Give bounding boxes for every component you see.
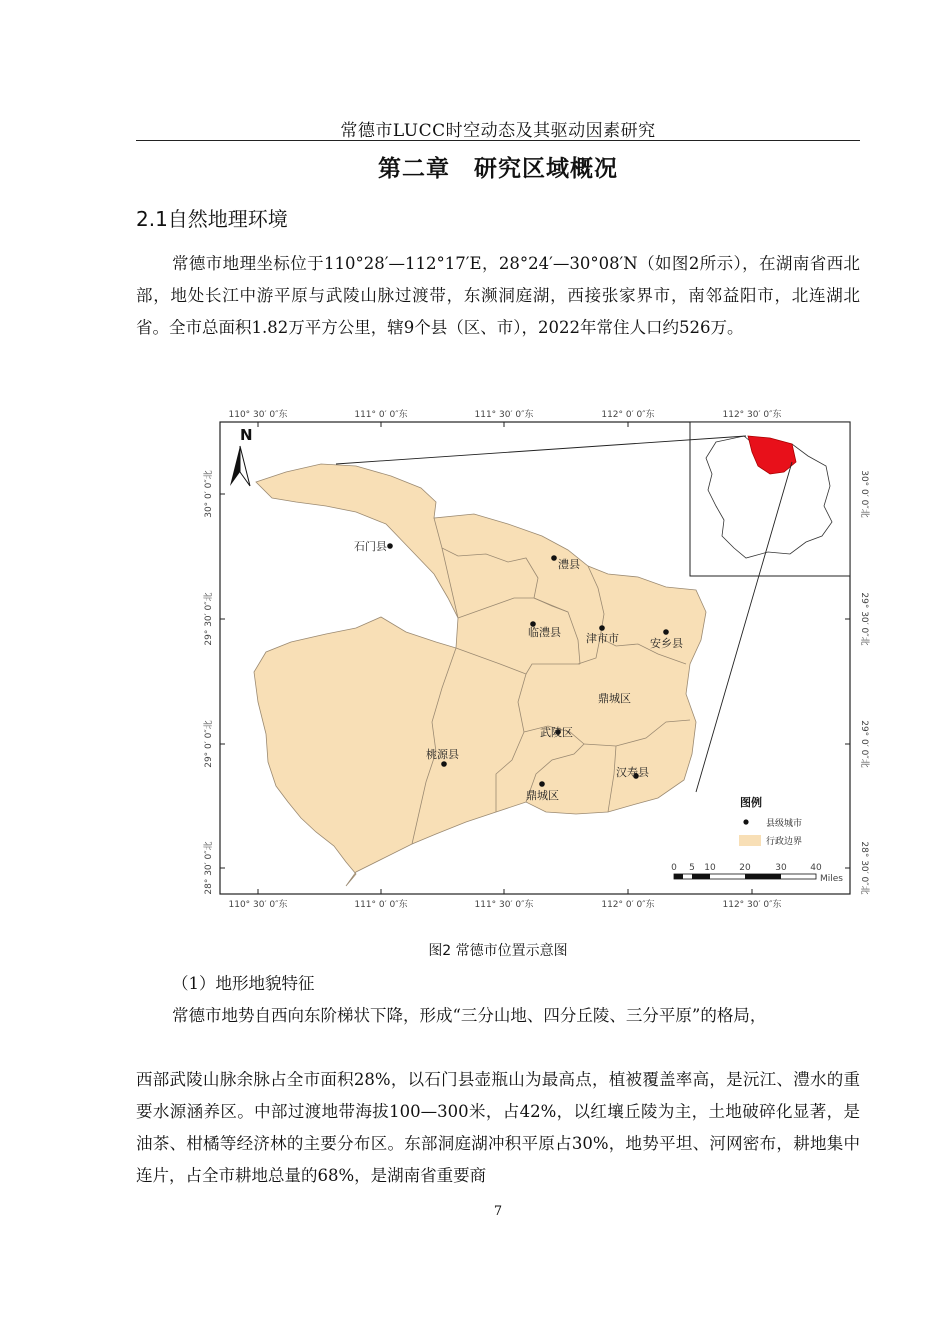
legend-point-label: 县级城市 — [766, 819, 803, 829]
lat-tick-left: 30° 0′ 0″北 — [204, 470, 214, 518]
subheading: （1）地形地貌特征 — [172, 974, 315, 993]
lat-tick-right: 29° 30′ 0″北 — [859, 592, 869, 646]
scale-label: 10 — [704, 863, 716, 873]
scale-label: 30 — [775, 863, 787, 873]
lon-tick-top: 111° 0′ 0″东 — [354, 410, 408, 420]
lat-tick-right: 28° 30′ 0″北 — [859, 841, 869, 895]
lat-tick-right: 30° 0′ 0″北 — [859, 470, 869, 518]
scale-label: 40 — [810, 863, 822, 873]
figure-caption: 图2 常德市位置示意图 — [428, 943, 568, 959]
legend-point-icon — [743, 819, 748, 824]
city-point — [387, 543, 393, 549]
lon-tick-top: 112° 0′ 0″东 — [601, 410, 655, 420]
district-label: 津市市 — [586, 632, 619, 645]
lat-tick-left: 28° 30′ 0″北 — [204, 841, 214, 895]
header-rule — [136, 140, 860, 141]
lat-tick-left: 29° 0′ 0″北 — [204, 720, 214, 768]
section-title: 2.1自然地理环境 — [136, 207, 288, 231]
district-label: 鼎城区 — [526, 789, 559, 802]
location-map — [196, 402, 876, 918]
lon-tick-bottom: 110° 30′ 0″东 — [228, 900, 288, 910]
district-label: 临澧县 — [528, 626, 561, 639]
lon-tick-bottom: 111° 0′ 0″东 — [354, 900, 408, 910]
scale-label: 0 — [671, 863, 677, 873]
district-label: 鼎城区 — [598, 692, 631, 705]
lat-tick-left: 29° 30′ 0″北 — [204, 592, 214, 646]
lon-tick-bottom: 112° 0′ 0″东 — [601, 900, 655, 910]
district-label: 武陵区 — [540, 726, 573, 739]
paragraph-location: 常德市地理坐标位于110°28′—112°17′E，28°24′—30°08′N（如图2所示），在湖南省西北部，地处长江中游平原与武陵山脉过渡带，东濒洞庭湖，西接张家界市，南邻益阳市，北连湖北省。全市总面积1.82万平方公里，辖9个县（区、市），2022年常住人口约526万。 — [136, 254, 860, 337]
scale-label: 5 — [689, 863, 695, 873]
city-point — [551, 555, 557, 561]
running-header: 常德市LUCC时空动态及其驱动因素研究 — [340, 121, 656, 141]
district-label: 汉寿县 — [616, 766, 649, 779]
city-point — [539, 781, 545, 787]
lon-tick-bottom: 111° 30′ 0″东 — [474, 900, 534, 910]
scale-unit: Miles — [820, 874, 843, 884]
legend-area-label: 行政边界 — [766, 837, 803, 847]
district-label: 石门县 — [354, 540, 387, 553]
paragraph-terrain-detail: 西部武陵山脉余脉占全市面积28%，以石门县壶瓶山为最高点，植被覆盖率高，是沅江、澧水的重要水源涵养区。中部过渡地带海拔100—300米，占42%，以红壤丘陵为主，土地破碎化显著，是油茶、柑橘等经济林的主要分布区。东部洞庭湖冲积平原占30%，地势平坦、河网密布，耕地集中连片，占全市耕地总量的68%，是湖南省重要商 — [136, 1070, 860, 1185]
north-label: N — [240, 426, 253, 444]
city-point — [599, 625, 605, 631]
lon-tick-bottom: 112° 30′ 0″东 — [722, 900, 782, 910]
lon-tick-top: 111° 30′ 0″东 — [474, 410, 534, 420]
legend-title: 图例 — [740, 796, 762, 809]
district-label: 澧县 — [558, 558, 580, 571]
chapter-title: 第二章 研究区域概况 — [378, 156, 618, 182]
district-label: 桃源县 — [426, 748, 459, 761]
location-map-figure — [196, 402, 876, 918]
lat-tick-right: 29° 0′ 0″北 — [859, 720, 869, 768]
legend-area-swatch — [739, 835, 761, 846]
city-point — [663, 629, 669, 635]
paragraph-terrain-intro: 常德市地势自西向东阶梯状下降，形成“三分山地、四分丘陵、三分平原”的格局， — [172, 1006, 767, 1025]
city-point — [441, 761, 447, 767]
district-label: 安乡县 — [650, 637, 683, 650]
lon-tick-top: 110° 30′ 0″东 — [228, 410, 288, 420]
lon-tick-top: 112° 30′ 0″东 — [722, 410, 782, 420]
scale-label: 20 — [739, 863, 751, 873]
page-number: 7 — [493, 1204, 503, 1219]
